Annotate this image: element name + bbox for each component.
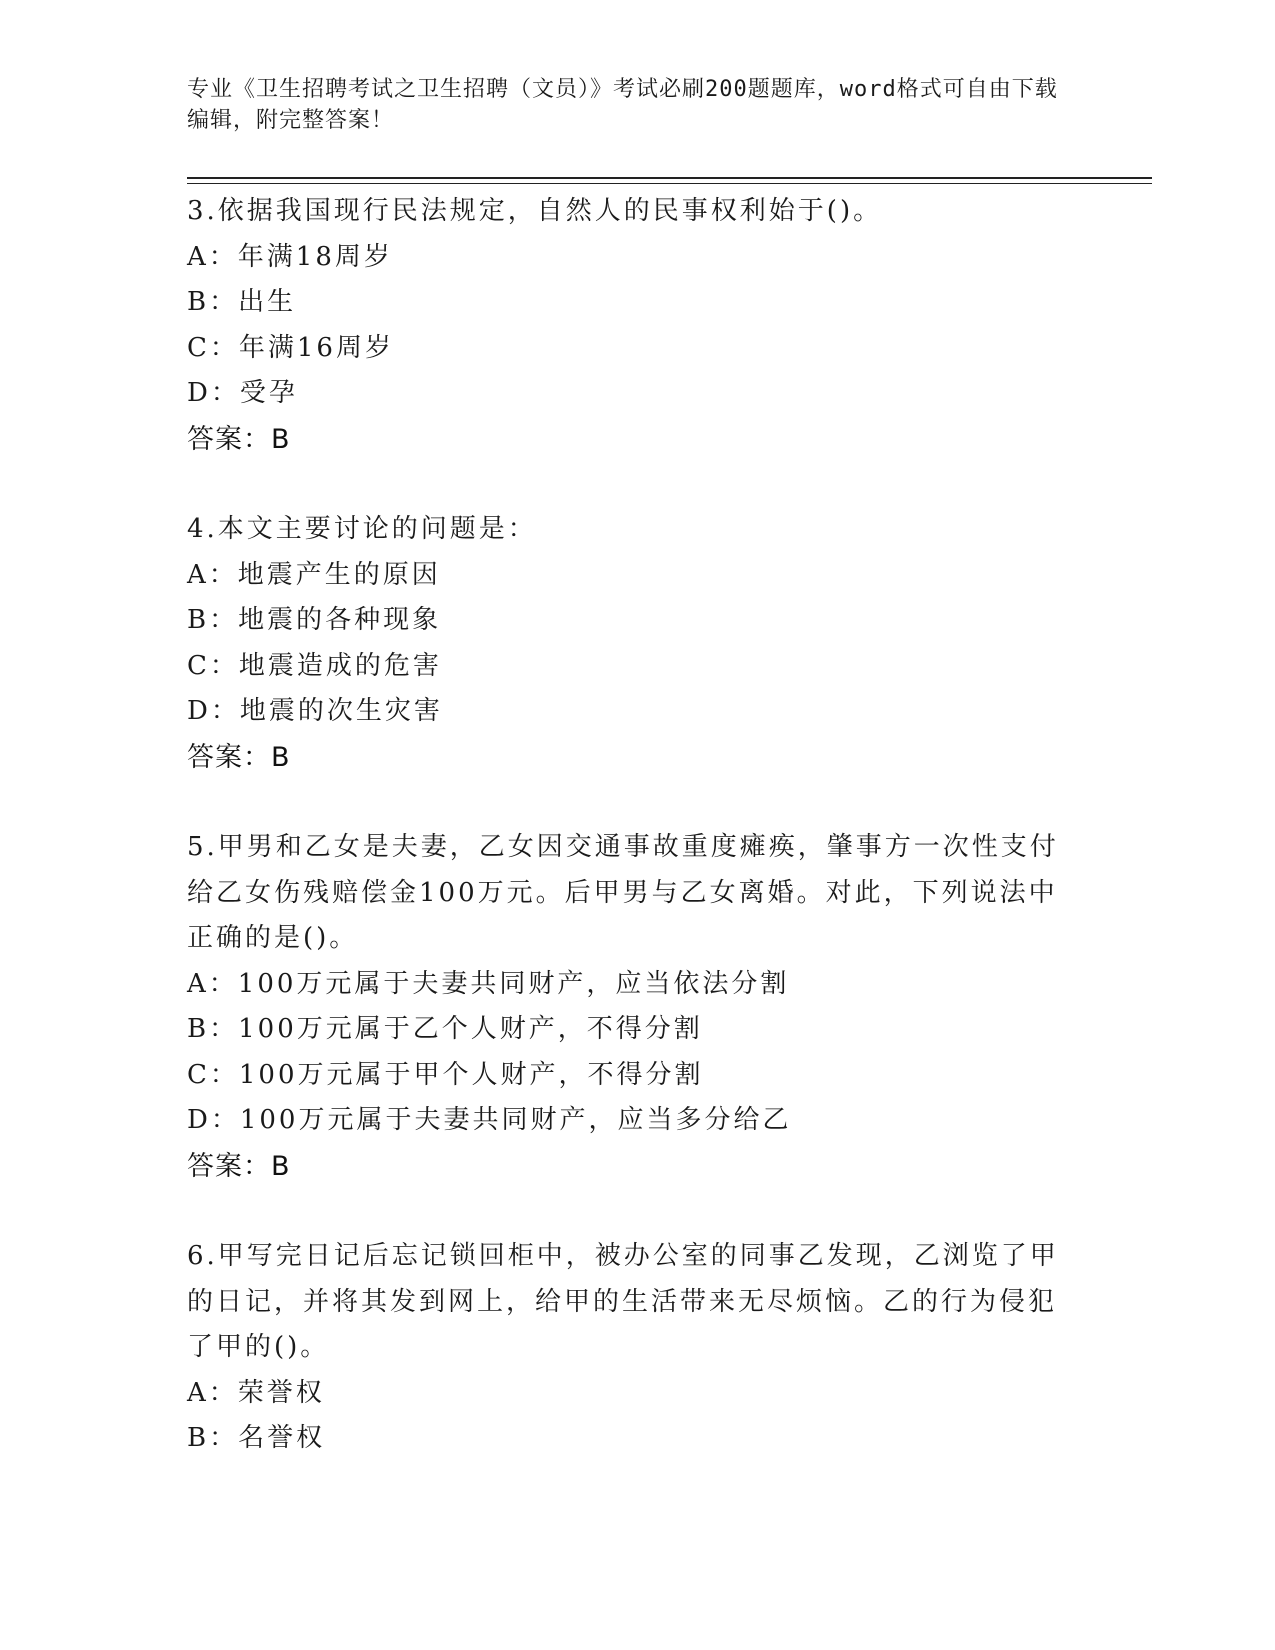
question-stem: 5.甲男和乙女是夫妻，乙女因交通事故重度瘫痪，肇事方一次性支付给乙女伤残赔偿金100万元。后甲男与乙女离婚。对此，下列说法中正确的是()。 — [187, 832, 1059, 953]
answer-line: 答案：B — [187, 423, 291, 455]
question-3 — [187, 189, 1067, 462]
header-divider-thick — [187, 177, 1152, 179]
option-a: A：100万元属于夫妻共同财产，应当依法分割 — [187, 968, 790, 999]
question-6 — [187, 1234, 1067, 1462]
option-b: B：100万元属于乙个人财产，不得分割 — [187, 1014, 703, 1044]
option-c: C：100万元属于甲个人财产，不得分割 — [187, 1059, 704, 1090]
option-d: D：100万元属于夫妻共同财产，应当多分给乙 — [187, 1105, 792, 1135]
option-b: B：出生 — [187, 287, 297, 317]
question-4 — [187, 507, 1067, 780]
document-header: 专业《卫生招聘考试之卫生招聘（文员）》考试必刷200题题库，word格式可自由下载编辑，附完整答案！ — [187, 77, 1058, 133]
question-5 — [187, 825, 1067, 1189]
question-stem: 6.甲写完日记后忘记锁回柜中，被办公室的同事乙发现，乙浏览了甲的日记，并将其发到网上，给甲的生活带来无尽烦恼。乙的行为侵犯了甲的()。 — [187, 1241, 1059, 1362]
answer-line: 答案：B — [187, 741, 291, 773]
header-divider-thin — [187, 183, 1152, 184]
option-d: D：受孕 — [187, 378, 298, 408]
question-stem: 3.依据我国现行民法规定，自然人的民事权利始于()。 — [187, 196, 883, 226]
option-b: B：名誉权 — [187, 1423, 326, 1453]
option-a: A：地震产生的原因 — [187, 559, 441, 590]
option-b: B：地震的各种现象 — [187, 605, 442, 635]
answer-line: 答案：B — [187, 1150, 291, 1182]
option-a: A：年满18周岁 — [187, 241, 393, 272]
option-a: A：荣誉权 — [187, 1377, 325, 1408]
option-c: C：地震造成的危害 — [187, 650, 442, 681]
option-c: C：年满16周岁 — [187, 332, 394, 363]
question-list — [187, 189, 1067, 1507]
question-stem: 4.本文主要讨论的问题是： — [187, 514, 537, 544]
option-d: D：地震的次生灾害 — [187, 696, 443, 726]
